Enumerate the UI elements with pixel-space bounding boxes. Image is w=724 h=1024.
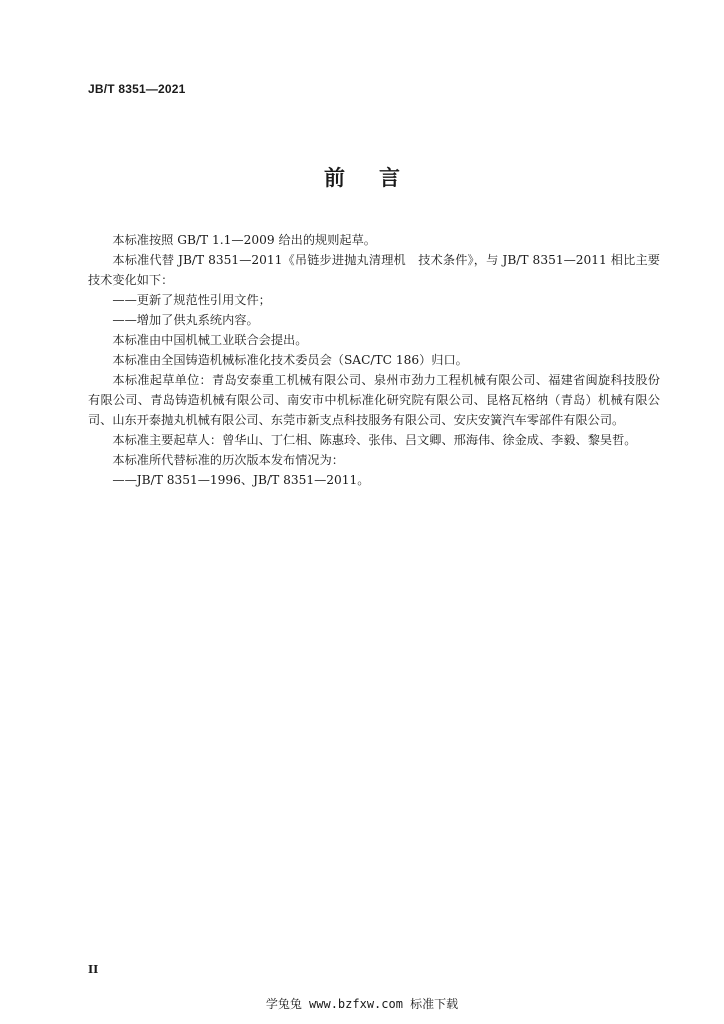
paragraph: 本标准由中国机械工业联合会提出。	[112, 333, 308, 347]
list-item: ——更新了规范性引用文件；	[112, 293, 271, 307]
paragraph: 本标准所代替标准的历次版本发布情况为：	[112, 453, 344, 467]
paragraph: 本标准由全国铸造机械标准化技术委员会（SAC/TC 186）归口。	[112, 353, 468, 367]
document-body	[88, 230, 660, 490]
page-number: II	[88, 963, 99, 976]
list-item: ——JB/T 8351—1996、JB/T 8351—2011。	[112, 473, 370, 487]
page-title: 前言	[324, 166, 434, 190]
paragraph: 本标准代替 JB/T 8351—2011《吊链步进抛丸清理机 技术条件》，与 JB/T 8351—2011 相比主要技术变化如下：	[88, 253, 660, 287]
paragraph: 本标准主要起草人：曾华山、丁仁相、陈惠玲、张伟、吕文卿、邢海伟、徐金成、李毅、黎昊哲。	[112, 433, 637, 447]
paragraph: 本标准起草单位：青岛安泰重工机械有限公司、泉州市劲力工程机械有限公司、福建省闽旋科技股份有限公司、青岛铸造机械有限公司、南安市中机标准化研究院有限公司、昆格瓦格纳（青岛）机械有限公司、山东开泰抛丸机械有限公司、东莞市新支点科技服务有限公司、安庆安簧汽车零部件有限公司。	[88, 373, 660, 427]
standard-number: JB/T 8351—2021	[88, 82, 186, 96]
footer-watermark: 学兔兔 www.bzfxw.com 标准下载	[265, 997, 459, 1011]
paragraph: 本标准按照 GB/T 1.1—2009 给出的规则起草。	[112, 233, 376, 247]
list-item: ——增加了供丸系统内容。	[112, 313, 259, 327]
